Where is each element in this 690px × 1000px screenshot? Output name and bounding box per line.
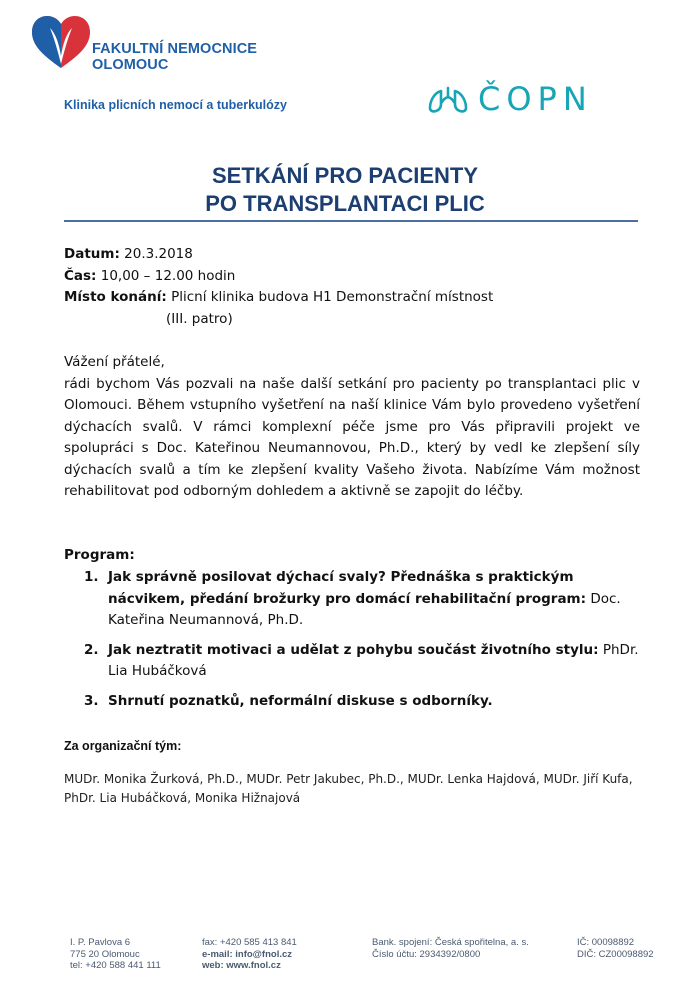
team-heading: Za organizační tým: (64, 739, 182, 753)
program-item-number: 3. (84, 692, 99, 709)
page-title (0, 162, 690, 218)
program-item-speaker: Doc. Kateřina Neumannová, Ph.D. (108, 590, 621, 628)
letter-paragraph: rádi bychom Vás pozvali na naše další setkání pro pacienty po transplantaci plic v Olomouci. Během vstupního vyšetření na naší klinice Vám bylo provedeno vyšetření dýchacích svalů. V rámci komplexní péče jsme pro Vás připravili projekt ve spolupráci s Doc. Kateřinou Neumannovou, Ph.D., který by vedl ke zlepšení síly dýchacích svalů a tím ke zlepšení kvality Vašeho života. Nabízíme Vám možnost rehabilitovat pod odborným dohledem a aktivně se zapojit do léčby. (64, 375, 640, 499)
program-item (84, 567, 640, 632)
time-row (64, 266, 644, 288)
program-item-title: Jak správně posilovat dýchací svaly? Přednáška s praktickým nácvikem, předání brožurky pro domácí rehabilitační program: (108, 569, 587, 607)
program-item (84, 691, 640, 713)
date-value: 20.3.2018 (119, 246, 193, 262)
time-value: 10,00 – 12.00 hodin (96, 267, 236, 284)
date-row (64, 244, 644, 266)
program-item-title: Shrnutí poznatků, neformální diskuse s odborníky. (108, 692, 493, 709)
title-line1: SETKÁNÍ PRO PACIENTY (211, 163, 479, 188)
footer-phone: tel: +420 588 441 111 (70, 960, 161, 971)
place-value-2: (III. patro) (166, 310, 233, 327)
footer-email-label: e-mail: (202, 948, 233, 960)
footer-bank-name: Bank. spojení: Česká spořitelna, a. s. (372, 937, 529, 948)
date-label: Datum: (64, 246, 120, 262)
hospital-logo-icon (30, 14, 92, 72)
program-heading: Program: (64, 547, 135, 563)
footer-web-link[interactable]: www.fnol.cz (223, 960, 281, 971)
program-item-speaker: PhDr. Lia Hubáčková (108, 641, 639, 679)
hospital-name (92, 41, 257, 73)
footer-address (70, 937, 161, 972)
footer-web-row (202, 960, 297, 972)
letter-greeting: Vážení přátelé, (64, 354, 165, 370)
copn-logo (426, 80, 616, 116)
title-divider (64, 220, 638, 222)
invitation-letter (64, 352, 640, 503)
footer-web-label: web: (202, 960, 224, 971)
program-item (84, 640, 640, 683)
hospital-name-line2: OLOMOUC (92, 57, 169, 73)
footer-fax: fax: +420 585 413 841 (202, 937, 297, 948)
footer-account: Číslo účtu: 2934392/0800 (372, 948, 481, 960)
program-item-title: Jak neztratit motivaci a udělat z pohybu součást životního stylu: (108, 641, 599, 658)
title-line2: PO TRANSPLANTACI PLIC (205, 191, 485, 216)
footer-bank (372, 937, 529, 960)
footer-dic: DIČ: CZ00098892 (577, 948, 654, 960)
footer-contact (202, 937, 297, 972)
footer-email-row (202, 949, 297, 961)
place-label: Místo konání: (64, 289, 167, 305)
copn-logo-text: ČOPN (478, 80, 593, 116)
program-item-number: 2. (84, 641, 99, 658)
hospital-name-line1: FAKULTNÍ NEMOCNICE (92, 41, 258, 57)
program-list (84, 567, 640, 720)
event-info (64, 244, 644, 330)
time-label: Čas: (64, 267, 97, 284)
footer-email-link[interactable]: info@fnol.cz (232, 948, 293, 960)
team-members: MUDr. Monika Žurková, Ph.D., MUDr. Petr Jakubec, Ph.D., MUDr. Lenka Hajdová, MUDr. Jiří Kufa, PhDr. Lia Hubáčková, Monika Hižnajová (64, 772, 633, 805)
footer-address-line1: I. P. Pavlova 6 (70, 937, 131, 948)
program-item-number: 1. (84, 569, 99, 585)
clinic-name: Klinika plicních nemocí a tuberkulózy (64, 98, 287, 112)
place-row-2 (64, 309, 644, 331)
lungs-icon (430, 88, 466, 111)
footer-address-line2: 775 20 Olomouc (70, 948, 140, 960)
place-row (64, 287, 644, 309)
place-value: Plicní klinika budova H1 Demonstrační místnost (166, 289, 494, 305)
footer-ids (577, 937, 654, 960)
footer-ico: IČ: 00098892 (577, 937, 635, 948)
